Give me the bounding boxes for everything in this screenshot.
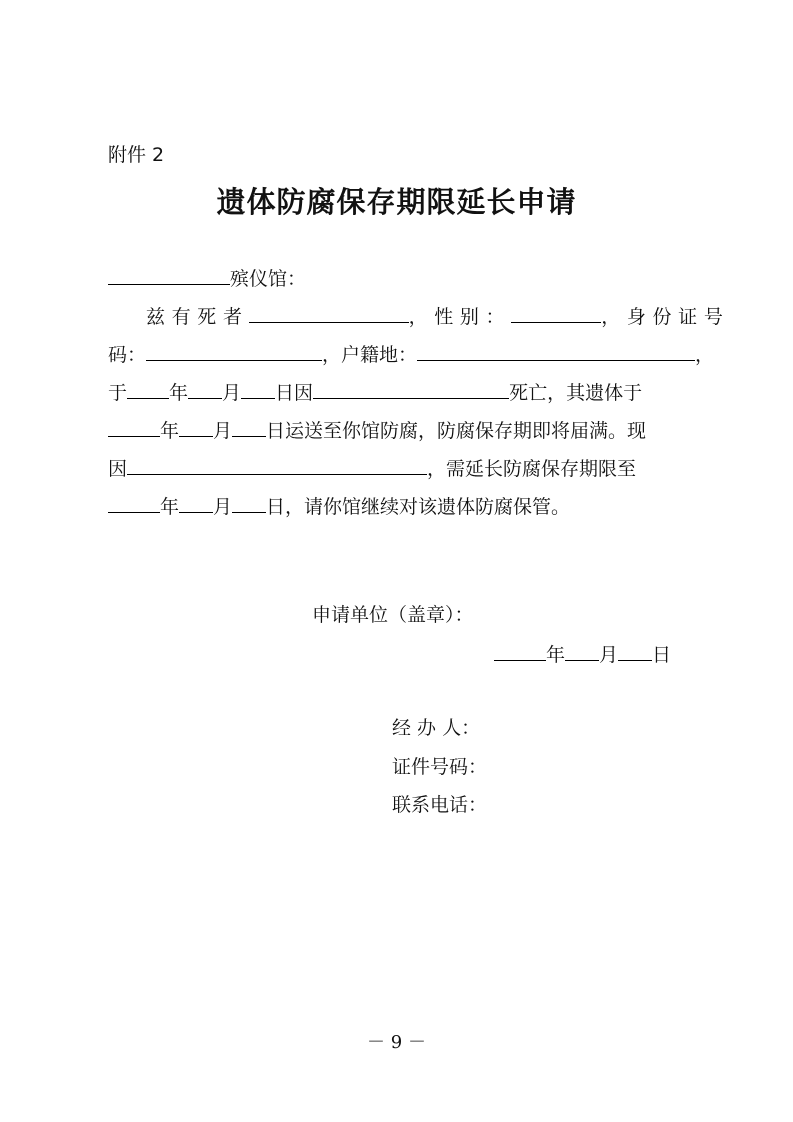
delivery-year-blank (108, 414, 160, 437)
body-text: 日运送至你馆防腐，防腐保存期即将届满。现 (266, 420, 647, 442)
delivery-month-blank (179, 414, 213, 437)
extend-year-blank (108, 490, 160, 513)
id-number-label: 证件号码： (392, 756, 488, 778)
death-month-blank (188, 376, 222, 399)
body-text: 于 (108, 382, 128, 404)
body-text: 年 (160, 420, 180, 442)
body-text: 年 (169, 382, 189, 404)
date-text: 日 (652, 644, 672, 666)
body-text: 日，请你馆继续对该遗体防腐保管。 (266, 496, 571, 518)
apply-year-blank (494, 638, 546, 661)
death-year-blank (127, 376, 169, 399)
body-text: 死亡，其遗体于 (509, 382, 643, 404)
date-text: 月 (599, 644, 619, 666)
body-text: 兹有死者 (146, 306, 249, 328)
handler-label: 经 办 人： (392, 717, 481, 739)
deceased-name-blank (249, 300, 409, 323)
body-text: ，户籍地： (322, 344, 418, 366)
body-text: ，性别： (408, 306, 512, 328)
gender-blank (511, 300, 601, 323)
body-line-5 (108, 452, 636, 482)
death-cause-blank (313, 376, 509, 399)
phone-label: 联系电话： (392, 794, 488, 816)
body-text: 码： (108, 344, 147, 366)
extend-month-blank (179, 490, 213, 513)
body-text: ， (695, 344, 715, 366)
date-text: 年 (546, 644, 566, 666)
body-line-6 (108, 490, 570, 520)
funeral-home-blank (108, 262, 230, 285)
residence-blank (417, 338, 695, 361)
body-text: 因 (108, 458, 128, 480)
body-line-2 (108, 338, 714, 368)
body-line-3 (108, 376, 642, 406)
apply-day-blank (618, 638, 652, 661)
salutation-text: 殡仪馆： (230, 268, 307, 290)
body-text: 日因 (275, 382, 314, 404)
attachment-label: 附件 2 (108, 144, 165, 166)
id-number-blank (146, 338, 322, 361)
body-line-1 (146, 300, 729, 330)
body-text: 月 (213, 420, 233, 442)
body-text: 月 (213, 496, 233, 518)
body-text: 年 (160, 496, 180, 518)
body-line-4 (108, 414, 646, 444)
reason-blank (127, 452, 427, 475)
applicant-unit-label: 申请单位（盖章）： (312, 604, 474, 626)
salutation-line (108, 262, 306, 292)
extend-day-blank (232, 490, 266, 513)
body-text: 月 (222, 382, 242, 404)
application-date (494, 638, 671, 667)
delivery-day-blank (232, 414, 266, 437)
death-day-blank (241, 376, 275, 399)
body-text: ，身份证号 (601, 306, 730, 328)
body-text: ，需延长防腐保存期限至 (427, 458, 637, 480)
document-title: 遗体防腐保存期限延长申请 (216, 185, 577, 219)
apply-month-blank (565, 638, 599, 661)
page-number: － 9 － (367, 1032, 426, 1053)
